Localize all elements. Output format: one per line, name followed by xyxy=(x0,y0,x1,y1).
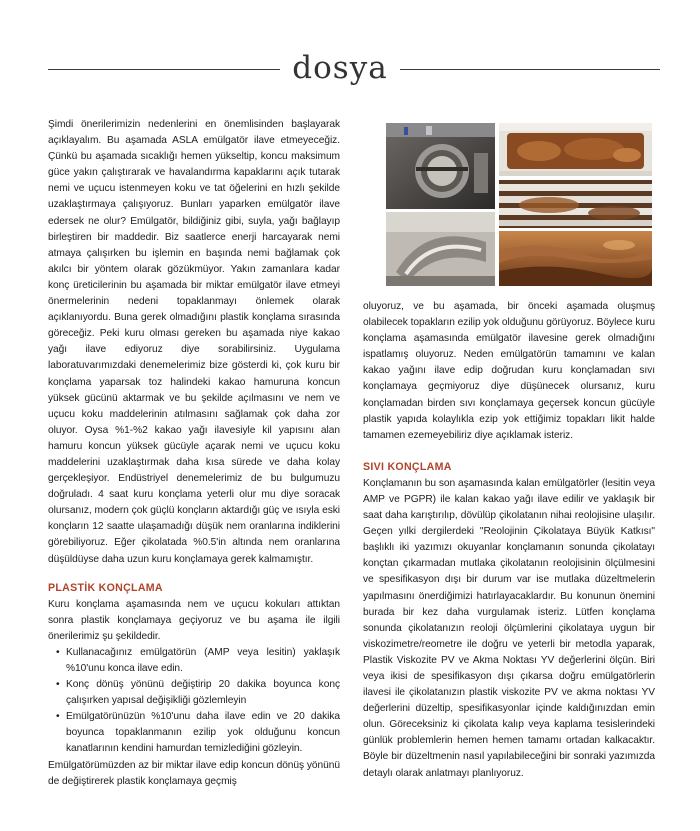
right-column xyxy=(363,299,655,782)
plastic-conching-heading: PLASTİK KONÇLAMA xyxy=(48,581,163,594)
liquid-chocolate-photo xyxy=(499,231,652,286)
liquid-conching-body: Konçlamanın bu son aşamasında kalan emülgatörler (lesitin veya AMP ve PGPR) ile kalan kakao yağı ilave edilir ve yaklaşık bir saat daha karıştırılıp, dövülüp çikolatanın nihai reolojisine ulaşılır. Geçen yılki dergilerdeki "Reolojinin Çikolataya Büyük Katkısı" başlıklı iki yazımızı okuyanlar konçlamanın sonunda çikolatayı konçtan çıkarmadan mutlaka çikolatanın reolojisinin ölçülmesini ve spesifikasyon dışı bir durum var ise mutlaka düzeltmelerin yapılmasını önerdiğimizi hatırlayacaklardır. Bu konunun önemini burada bir kez daha vurgulamak isteriz. Lütfen konçlama sonunda çikolatanızın reoloji ölçümlerini çikolataya uygun bir viskozimetre/reometre ile doğru ve yeterli bir metodla yaparak, Plastik Viskozite PV ve Akma Noktası YV değerlerini ölçün. Biri veya ikisi de spesifikasyon dışı çıkarsa doğru emülgatörlerin ilavesi ile çikolatanızın plastik viskozite PV ve akma noktası YV değerlerini düzeltip, spesifikasyonlar içinde kaldığınızdan emin olun. Göreceksiniz ki çikolata kalıp veya kaplama tesislerindeki günlük problemlerin hemen hemen tamamı ortadan kalkacaktır. Böyle bir düzeltmenin nasıl yapılabileceğini bir sonraki yazımızda detaylı olarak anlatmayı planlıyoruz. xyxy=(363,477,655,779)
header-rule-left xyxy=(48,69,280,70)
liquid-conching-heading: SIVI KONÇLAMA xyxy=(363,460,452,473)
page-header xyxy=(48,52,660,88)
conche-machine-photo xyxy=(386,123,495,209)
continued-paragraph: oluyoruz, ve bu aşamada, bir önceki aşamada oluşmuş olabilecek topakların ezilip yok olduğunu görüyoruz. Böylece kuru konçlama aşamasında emülgatör ilavesine gerek olmadığını ispatlamış oluyoruz. Neden emülgatörün tamamını ve kalan kakao yağını ilave edip doğrudan kuru konçlamadan sıvı konçlamaya geçmiyoruz diye düşünecek olursanız, kuru konçlamadan birden sıvı konçlamaya geçersek koncun gücüyle plastik yapıda kolaylıkla ezip yok ettiğimiz topakları likit halde tamamen ezemeyebiliriz diye açıklamak isteriz. xyxy=(363,301,655,441)
conche-blade-photo xyxy=(386,212,495,286)
photo-collage xyxy=(386,123,652,286)
plastic-conching-intro: Kuru konçlama aşamasında nem ve uçucu kokuları attıktan sonra plastik konçlamaya geçiyoruz ve bu aşama ile ilgili önerilerimiz şu şekildedir. xyxy=(48,598,340,642)
conche-rollers-photo xyxy=(499,180,652,228)
recommendation-list xyxy=(48,645,340,758)
closing-paragraph: Emülgatörümüzden az bir miktar ilave edip koncun dönüş yönünü de değiştirerek plastik konçlamaya geçmiş xyxy=(48,759,340,787)
chocolate-mass-tray-photo xyxy=(499,123,652,176)
intro-paragraph: Şimdi önerilerimizin nedenlerini en önemlisinden başlayarak açıklayalım. Bu aşamada ASLA emülgatör ilave etmeyeceğiz. Çünkü bu aşamada sıcaklığı hemen yükseltip, koncu maksimum güce yakın çalıştırarak ve havalandırma kapaklarını açık tutarak nemi ve uçucu istenmeyen koku ve tat öğelerini en hızlı şekilde uzaklaştırmaya çalışıyoruz. Bunları yaparken emülgatör ilave edersek ne olur? Emülgatör, bildiğiniz gibi, suyla, yağı bağlayıp birleştiren bir maddedir. Biz saatlerce enerji harcayarak nemi atmaya çalışırken bu işlemin en başında nemi bağlamak çok akılcı bir yöntem olarak gözükmüyor. Yakın zamanlara kadar konç üreticilerinin bu aşamada bir miktar emülgatör ilave etmeyi önermelerinin nedeni topaklanmayı önlemek olarak açıklanıyordu. Buna gerek olmadığını plastik konçlama sırasında göreceğiz. Peki kuru olması gereken bu aşamada niye kakao yağı ilave ediyoruz diye sorabilirsiniz. Uygulama laboratuvarımızdaki denemelerimiz bize gösterdi ki, çok kuru bir konçlama yaparsak toz halindeki kakao hamuruna koncun yüksek gücünü aktarmak ve bu şekilde açılmasını ve nem ve uçucu koku maddelerinin atılmasını sağlamak çok daha zor oluyor. Oysa %1-%2 kakao yağı ilavesiyle kil yapısını alan hamuru koncun yüksek gücüyle açarak nemi ve uçucu koku maddelerini uzaklaştırmak daha kısa sürede ve daha kolay gerçekleşiyor. Endüstriyel denemelerimiz de bu bulgumuzu doğruladı. 4 saat kuru konçlama yeterli olur mu diye soracak olursanız, modern çok güçlü konçların aktardığı güç ve ısıyla eski konçların 12 saatte ulaşamadığı düşük nem oranlarına indiklerini görebiliyoruz. Eğer çikolatada %0.5'in altında nem oranlarına düşüldüyse daha uzun kuru konçlamaya gerek kalmamıştır. xyxy=(48,119,340,565)
list-item: • Konç dönüş yönünü değiştirip 20 dakika boyunca konç çalışırken yapısal değişikliği gözlemleyin xyxy=(66,677,340,709)
list-item: • Emülgatörünüzün %10'unu daha ilave edin ve 20 dakika boyunca topaklanmanın ezilip yok olduğunu koncun kanatlarının kendini hamurdan temizlediğini gözleyin. xyxy=(66,709,340,757)
header-rule-right xyxy=(400,69,660,70)
list-item: • Kullanacağınız emülgatörün (AMP veya lesitin) yaklaşık %10'unu konca ilave edin. xyxy=(66,645,340,677)
section-title-dosya: dosya xyxy=(292,50,388,86)
left-column xyxy=(48,117,340,790)
